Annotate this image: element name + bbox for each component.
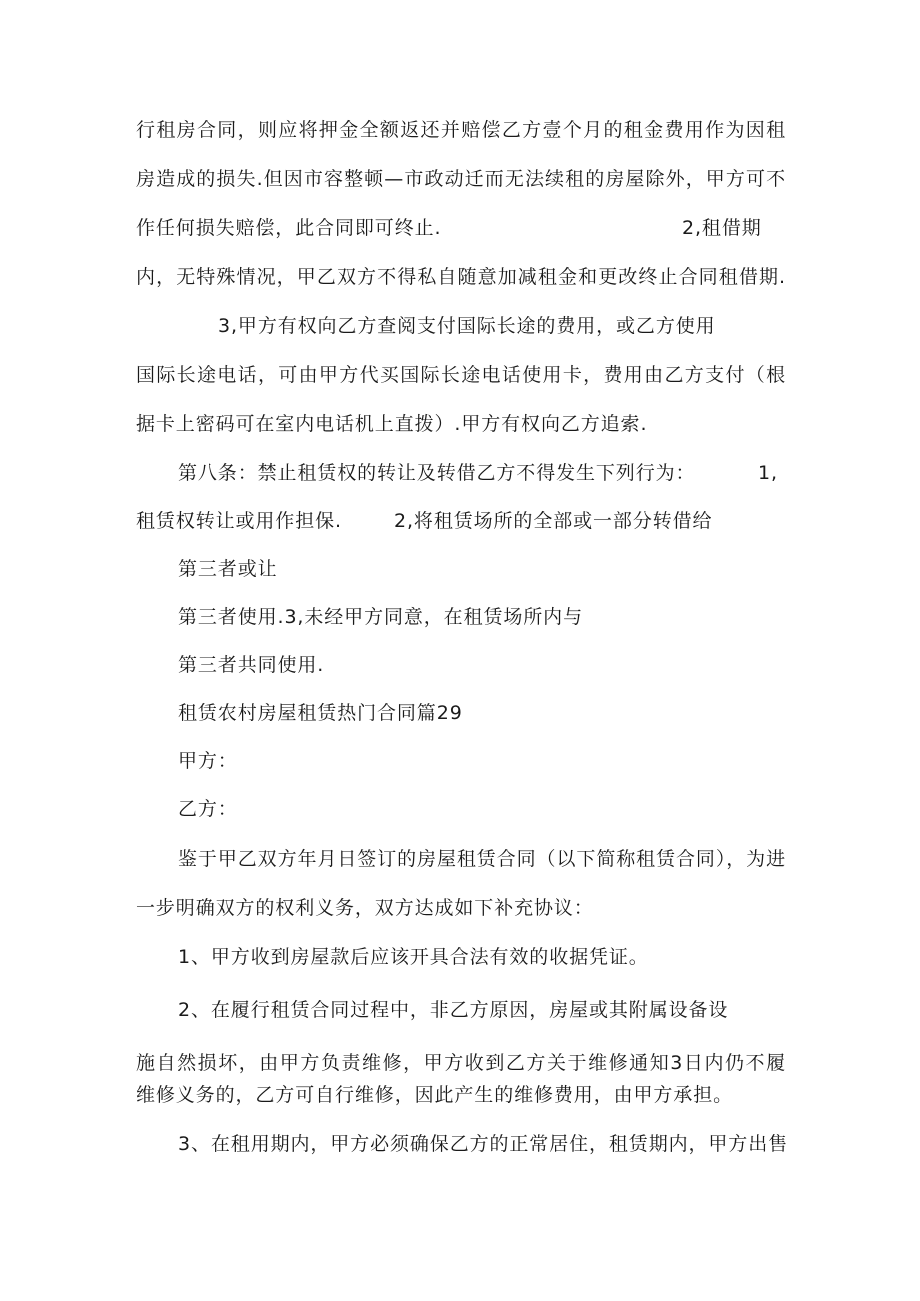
text-line: 国际长途电话，可由甲方代买国际长途电话使用卡，费用由乙方支付（根: [136, 364, 786, 386]
party-a-label: 甲方：: [178, 750, 238, 772]
text-line: 内，无特殊情况，甲乙双方不得私自随意加减租金和更改终止合同租借期.: [136, 266, 786, 288]
text-line: 维修义务的，乙方可自行维修，因此产生的维修费用，由甲方承担。: [136, 1084, 734, 1106]
text-line: 作任何损失赔偿，此合同即可终止.: [136, 217, 442, 239]
text-line: 鉴于甲乙双方年月日签订的房屋租赁合同（以下简称租赁合同），为进: [178, 848, 786, 870]
text-line: 第八条：禁止租赁权的转让及转借乙方不得发生下列行为：: [178, 462, 696, 484]
text-line: 1,: [758, 462, 778, 484]
text-line: 1、甲方收到房屋款后应该开具合法有效的收据凭证。: [178, 946, 649, 968]
text-line: 第三者共同使用.: [178, 654, 325, 676]
text-line: 租赁权转让或用作担保.: [136, 510, 342, 532]
text-line: 2,租借期: [682, 217, 762, 239]
text-line: 2,将租赁场所的全部或一部分转借给: [394, 510, 713, 532]
text-line: 3,甲方有权向乙方查阅支付国际长途的费用，或乙方使用: [218, 315, 716, 337]
text-line: 一步明确双方的权利义务，双方达成如下补充协议：: [136, 897, 594, 919]
text-line: 房造成的损失.但因市容整顿—市政动迁而无法续租的房屋除外，甲方可不: [136, 168, 786, 190]
text-line: 行租房合同，则应将押金全额返还并赔偿乙方壹个月的租金费用作为因租: [136, 119, 786, 141]
text-line: 第三者或让: [178, 558, 278, 580]
text-line: 3、在租用期内，甲方必须确保乙方的正常居住，租赁期内，甲方出售: [178, 1133, 788, 1155]
text-line: 据卡上密码可在室内电话机上直拨）.甲方有权向乙方追索.: [136, 413, 648, 435]
section-title: 租赁农村房屋租赁热门合同篇29: [178, 702, 463, 724]
text-line: 施自然损坏，由甲方负责维修，甲方收到乙方关于维修通知3日内仍不履: [136, 1052, 786, 1074]
text-line: 第三者使用.3,未经甲方同意，在租赁场所内与: [178, 606, 583, 628]
party-b-label: 乙方：: [178, 798, 238, 820]
text-line: 2、在履行租赁合同过程中，非乙方原因，房屋或其附属设备设: [178, 999, 729, 1021]
